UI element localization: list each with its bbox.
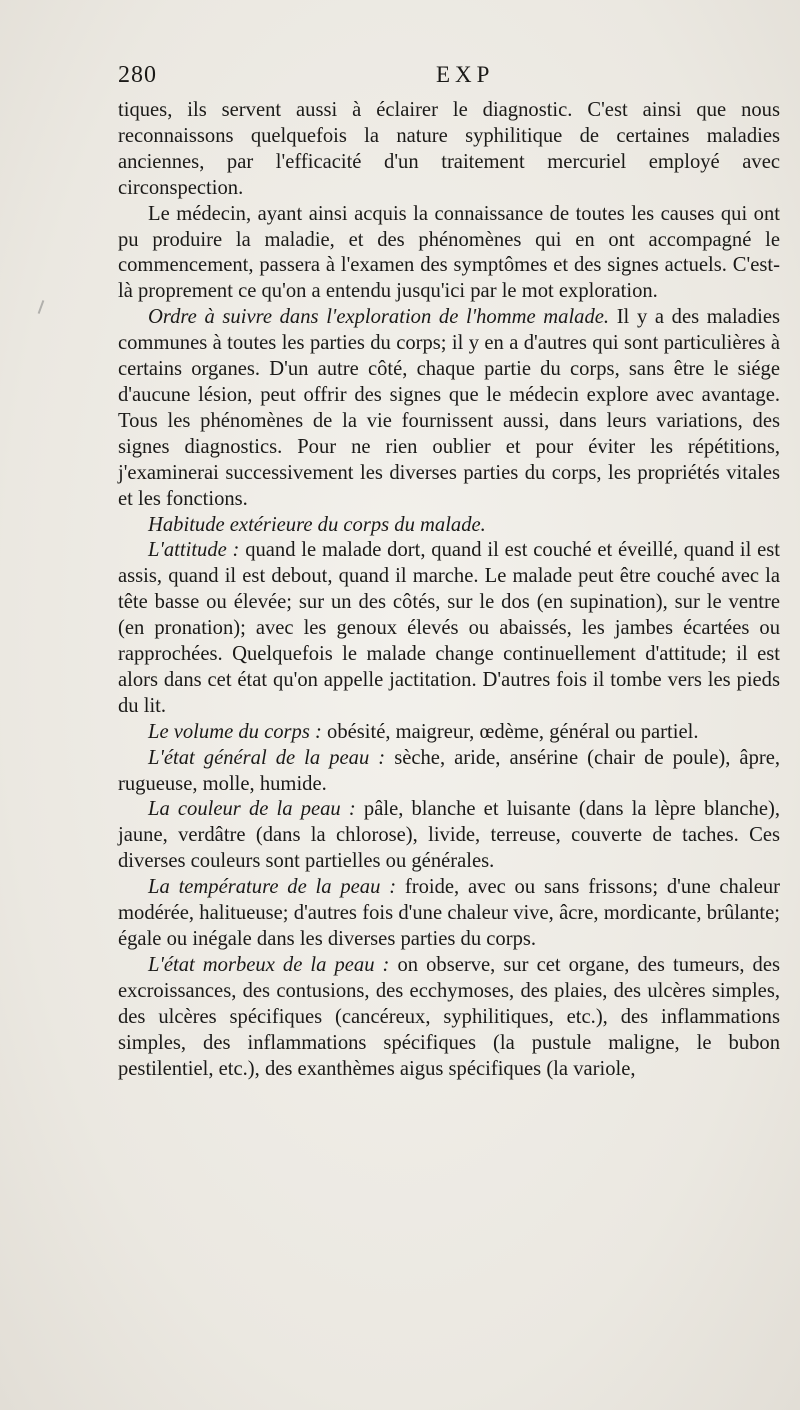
paragraph: L'état morbeux de la peau : on observe, sur cet organe, des tumeurs, des excroissances, des contusions, des ecchymoses, des plaies, des ulcères simples, des ulcères spécifiques (cancéreux, syphilitiques, etc.), des inflammations simples, des inflammations spécifiques (la pustule maligne, le bubon pestilentiel, etc.), des exanthèmes aigus spécifiques (la variole, [118, 953, 780, 1080]
margin-mark [38, 300, 45, 314]
paragraph-heading: L'état général de la peau : [148, 746, 386, 769]
paragraph: tiques, ils servent aussi à éclairer le diagnostic. C'est ainsi que nous reconnaissons quelquefois la nature syphilitique de certaines maladies anciennes, par l'efficacité d'un traitement mercuriel employé avec circonspection. [118, 99, 780, 199]
paragraph: La couleur de la peau : pâle, blanche et luisante (dans la lèpre blanche), jaune, verdâtre (dans la chlorose), livide, terreuse, couverte de taches. Ces diverses couleurs sont partielles ou générales. [118, 798, 781, 873]
running-head: EXP [436, 62, 495, 87]
section-heading: Habitude extérieure du corps du malade. [148, 513, 486, 536]
paragraph-heading: L'attitude : [148, 539, 240, 562]
paragraph-heading: L'état morbeux de la peau : [148, 953, 390, 976]
page-number: 280 [118, 62, 157, 88]
paragraph-heading: Ordre à suivre dans l'exploration de l'homme malade. [148, 306, 610, 329]
paragraph: Ordre à suivre dans l'exploration de l'homme malade. Il y a des maladies communes à toutes les parties du corps; il y en a d'autres qui sont particulières à certains organes. D'un autre côté, chaque partie du corps, sans être le siége d'aucune lésion, peut offrir des signes que le médecin explore avec avantage. Tous les phénomènes de la vie fournissent aussi, dans leurs variations, des signes diagnostics. Pour ne rien oublier et pour éviter les répétitions, j'examinerai successivement les diverses parties du corps, les propriétés vitales et les fonctions. [118, 306, 780, 510]
page-header [118, 62, 760, 92]
body-text [118, 98, 780, 1082]
paragraph: Le volume du corps : obésité, maigreur, œdème, général ou partiel. [148, 720, 699, 743]
paragraph-heading: Le volume du corps : [148, 720, 322, 743]
paragraph: L'état général de la peau : sèche, aride, ansérine (chair de poule), âpre, rugueuse, molle, humide. [118, 746, 781, 795]
paragraph-heading: La couleur de la peau : [148, 798, 356, 821]
paragraph-heading: La température de la peau : [148, 876, 397, 899]
paragraph: La température de la peau : froide, avec ou sans frissons; d'une chaleur modérée, halitueuse; d'autres fois d'une chaleur vive, âcre, mordicante, brûlante; égale ou inégale dans les diverses parties du corps. [118, 876, 781, 950]
paragraph: Le médecin, ayant ainsi acquis la connaissance de toutes les causes qui ont pu produire la maladie, et des phénomènes qui en ont accompagné le commencement, passera à l'examen des symptômes et des signes actuels. C'est-là proprement ce qu'on a entendu jusqu'ici par le mot exploration. [118, 202, 780, 303]
paragraph: L'attitude : quand le malade dort, quand il est couché et éveillé, quand il est assis, quand il est debout, quand il marche. Le malade peut être couché avec la tête basse ou élevée; sur un des côtés, sur le dos (en supination), sur le ventre (en pronation); avec les genoux élevés ou abaissés, les jambes écartées ou rapprochées. Quelquefois le malade change continuellement d'attitude; il est alors dans cet état qu'on appelle jactitation. D'autres fois il tombe vers les pieds du lit. [118, 539, 780, 717]
